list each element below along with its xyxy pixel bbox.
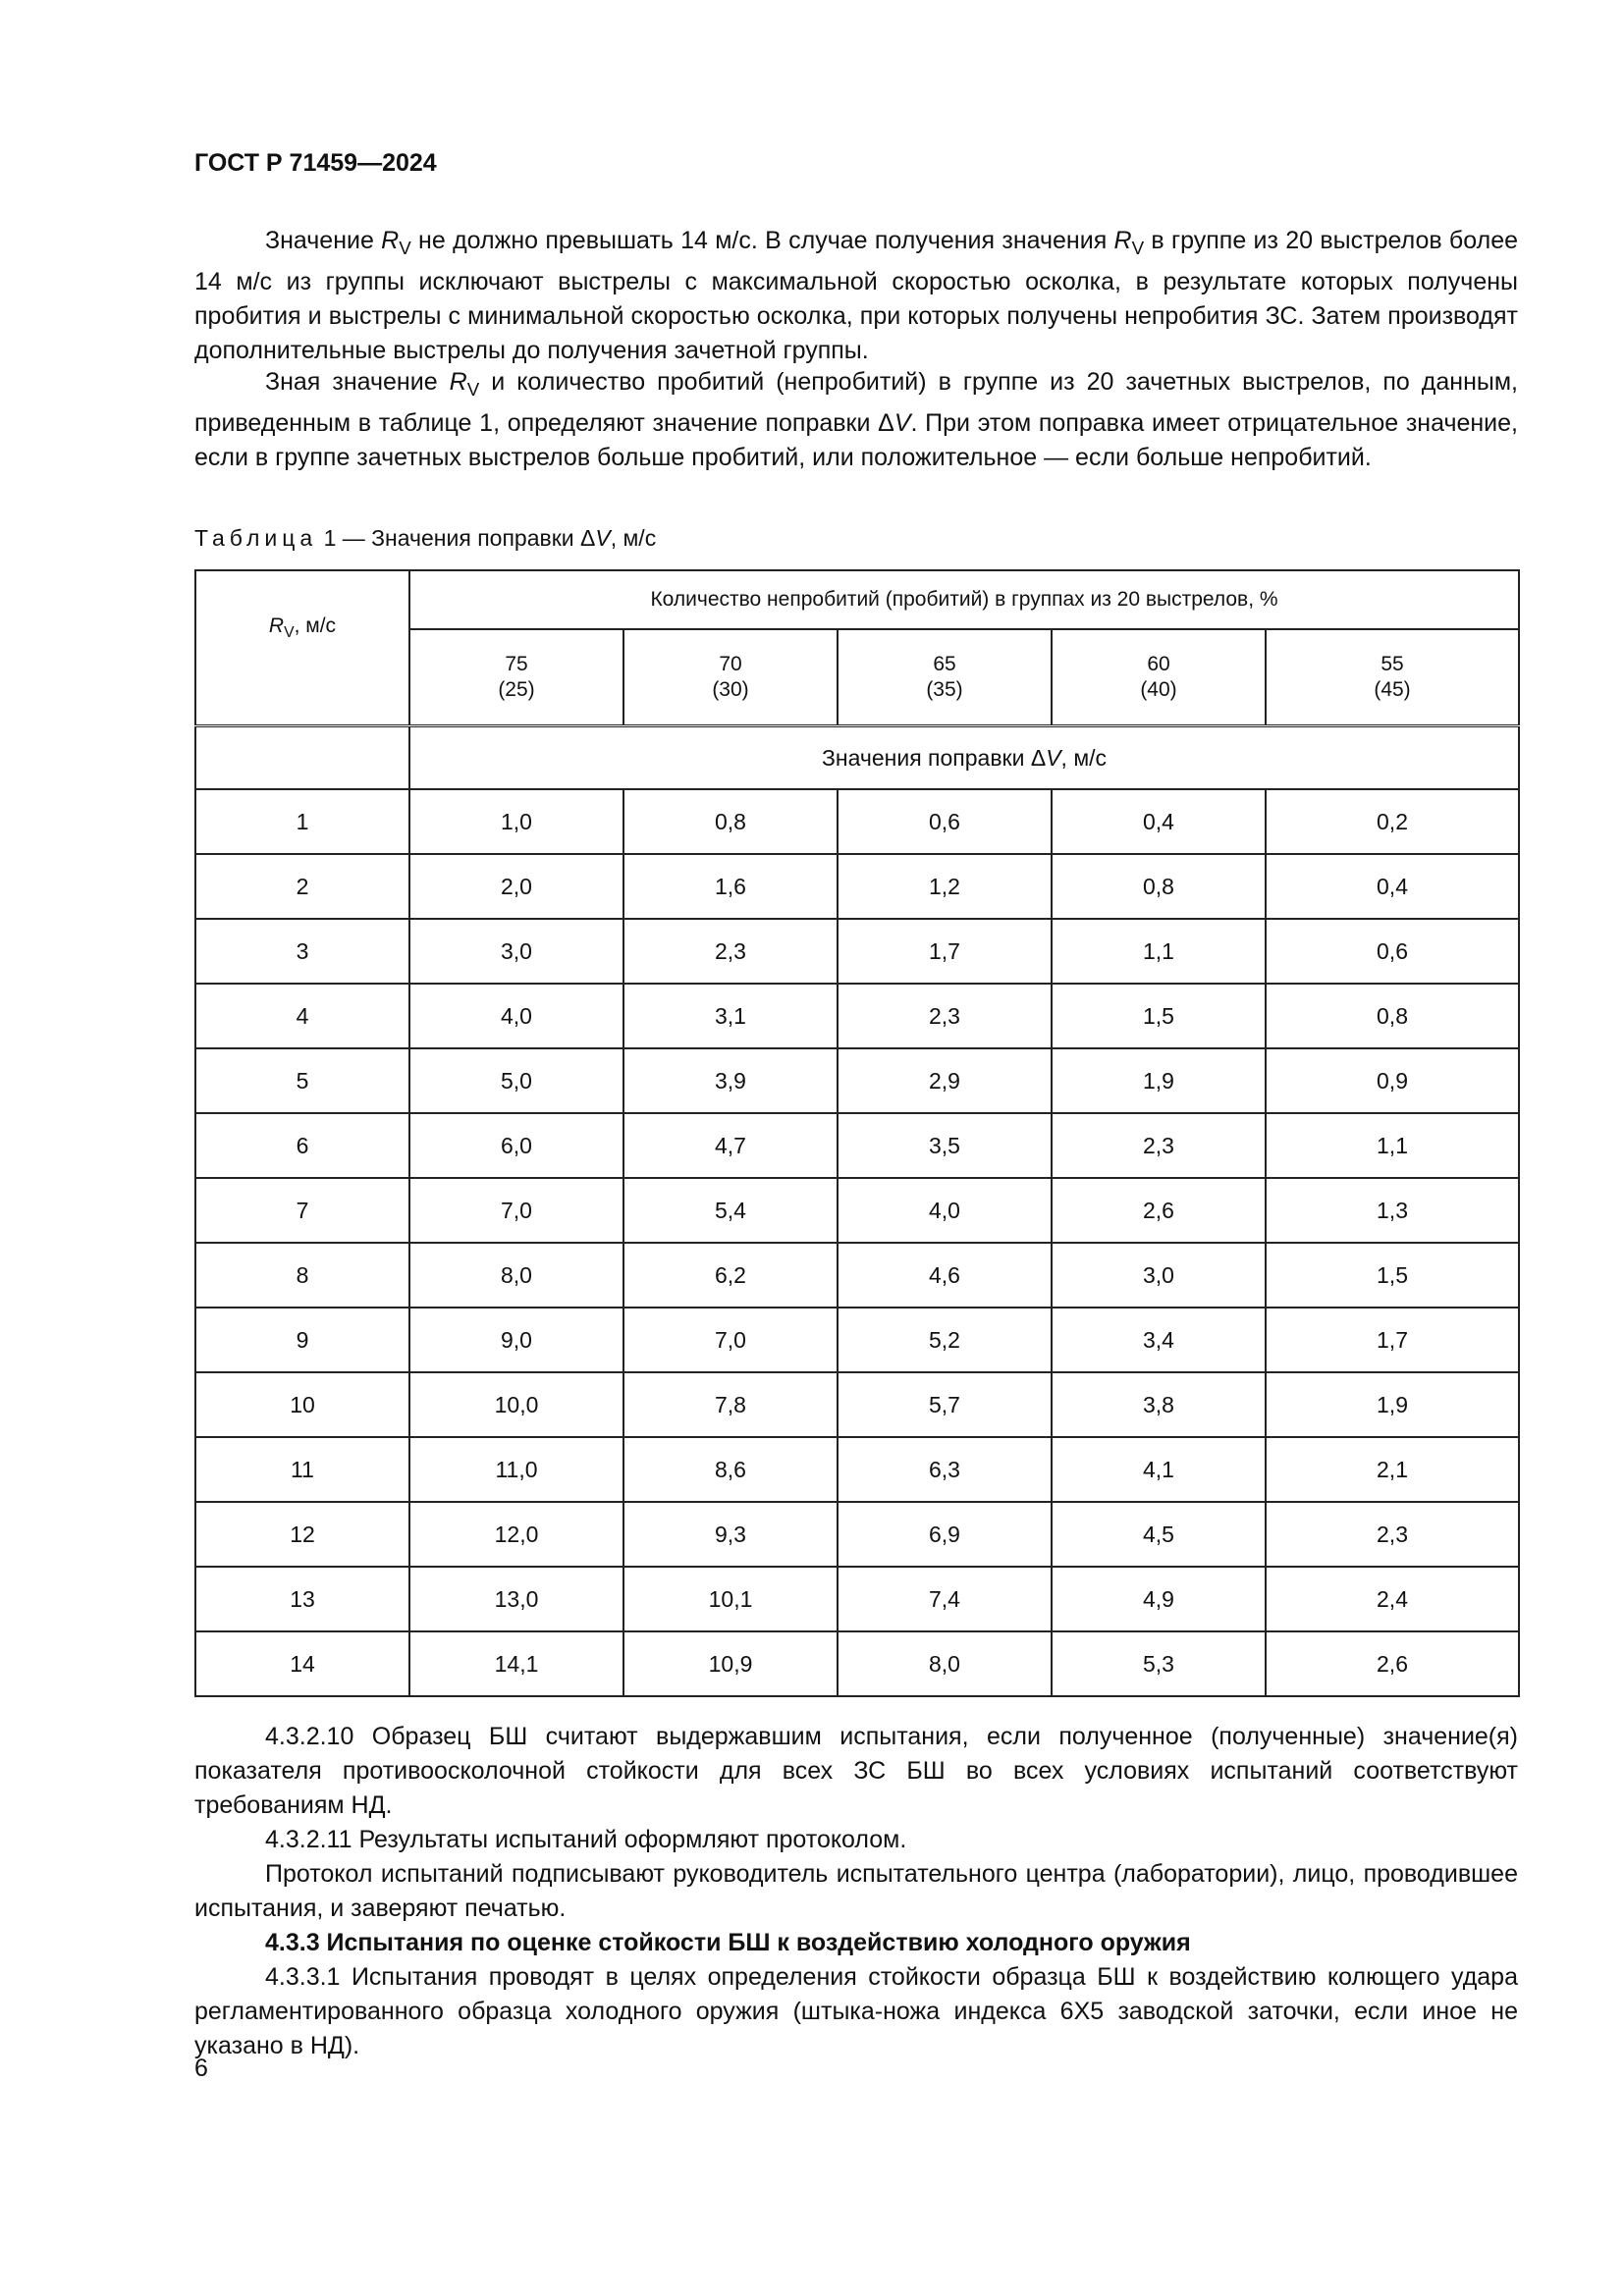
rv-value-cell: 13 — [195, 1567, 409, 1631]
correction-cell: 6,9 — [838, 1502, 1052, 1567]
correction-cell: 10,0 — [409, 1372, 623, 1437]
section-heading-4-3-3: 4.3.3 Испытания по оценке стойкости БШ к воздействию холодного оружия — [265, 1929, 1191, 1956]
correction-cell: 4,7 — [623, 1113, 838, 1178]
paragraph-4-3-3-1: 4.3.3.1 Испытания проводят в целях определения стойкости образца БШ к воздействию колющего удара регламентированного образца холодного оружия (штыка-ножа индекса 6Х5 заводской заточки, если иное не указано в НД). — [194, 1963, 1518, 2059]
correction-cell: 6,2 — [623, 1243, 838, 1308]
correction-cell: 9,3 — [623, 1502, 838, 1567]
rv-header: $R_V$, м/с — [195, 570, 409, 726]
correction-cell: 0,6 — [1266, 919, 1519, 984]
correction-table — [194, 569, 1520, 1697]
correction-cell: 3,4 — [1052, 1308, 1266, 1372]
correction-cell: 0,8 — [1266, 984, 1519, 1048]
correction-cell: 0,8 — [1052, 854, 1266, 919]
table-row — [195, 1113, 1519, 1178]
correction-cell: 1,7 — [838, 919, 1052, 984]
correction-cell: 7,4 — [838, 1567, 1052, 1631]
table-row — [195, 1437, 1519, 1502]
rv-value-cell: 8 — [195, 1243, 409, 1308]
correction-cell: 2,4 — [1266, 1567, 1519, 1631]
paragraph-2: Зная значение $R_V$ и количество пробитий (непробитий) в группе из 20 зачетных выстрелов, по данным, приведенным в таблице 1, определяют значение поправки ΔV. При этом поправка имеет отрицательное значение, если в группе зачетных выстрелов больше пробитий, или положительное — если больше непробитий. — [194, 368, 1518, 471]
correction-cell: 1,3 — [1266, 1178, 1519, 1243]
group-header: Количество непробитий (пробитий) в группах из 20 выстрелов, % — [409, 570, 1519, 629]
correction-cell: 1,1 — [1052, 919, 1266, 984]
rv-value-cell: 1 — [195, 789, 409, 854]
correction-cell: 1,7 — [1266, 1308, 1519, 1372]
correction-cell: 3,9 — [623, 1048, 838, 1113]
rv-value-cell: 14 — [195, 1631, 409, 1696]
lower-text — [194, 1720, 1518, 2063]
page-number: 6 — [194, 2055, 208, 2082]
correction-cell: 7,8 — [623, 1372, 838, 1437]
table-row — [195, 1372, 1519, 1437]
correction-cell: 1,5 — [1266, 1243, 1519, 1308]
correction-cell: 1,0 — [409, 789, 623, 854]
rv-value-cell: 6 — [195, 1113, 409, 1178]
correction-cell: 3,1 — [623, 984, 838, 1048]
table-row — [195, 984, 1519, 1048]
table-row — [195, 854, 1519, 919]
rv-value-cell: 5 — [195, 1048, 409, 1113]
rv-value-cell: 11 — [195, 1437, 409, 1502]
rv-value-cell: 9 — [195, 1308, 409, 1372]
rv-value-cell: 12 — [195, 1502, 409, 1567]
correction-cell: 3,8 — [1052, 1372, 1266, 1437]
correction-cell: 2,3 — [623, 919, 838, 984]
correction-cell: 11,0 — [409, 1437, 623, 1502]
paragraph-protocol: Протокол испытаний подписывают руководитель испытательного центра (лаборатории), лицо, проводившее испытания, и заверяют печатью. — [194, 1860, 1518, 1922]
correction-cell: 4,9 — [1052, 1567, 1266, 1631]
correction-cell: 4,1 — [1052, 1437, 1266, 1502]
correction-cell: 1,2 — [838, 854, 1052, 919]
correction-cell: 10,9 — [623, 1631, 838, 1696]
correction-cell: 1,9 — [1052, 1048, 1266, 1113]
correction-cell: 4,0 — [838, 1178, 1052, 1243]
correction-cell: 12,0 — [409, 1502, 623, 1567]
column-header: 55 (45) — [1266, 629, 1519, 726]
values-header: Значения поправки ΔV, м/с — [409, 726, 1519, 790]
correction-cell: 1,1 — [1266, 1113, 1519, 1178]
table-row — [195, 1048, 1519, 1113]
correction-cell: 5,2 — [838, 1308, 1052, 1372]
correction-cell: 5,0 — [409, 1048, 623, 1113]
correction-cell: 5,7 — [838, 1372, 1052, 1437]
table-row — [195, 1243, 1519, 1308]
correction-cell: 14,1 — [409, 1631, 623, 1696]
correction-cell: 8,0 — [409, 1243, 623, 1308]
correction-cell: 3,0 — [409, 919, 623, 984]
correction-cell: 3,0 — [1052, 1243, 1266, 1308]
table-row — [195, 1308, 1519, 1372]
correction-cell: 2,9 — [838, 1048, 1052, 1113]
paragraph-1: Значение $R_V$ не должно превышать 14 м/с. В случае получения значения $R_V$ в группе из 20 выстрелов более 14 м/с из группы исключают выстрелы с максимальной скоростью осколка, в результате которых получены пробития и выстрелы с минимальной скоростью осколка, при которых получены непробития ЗС. Затем производят дополнительные выстрелы до получения зачетной группы. — [194, 227, 1519, 364]
table-row — [195, 1567, 1519, 1631]
correction-cell: 8,0 — [838, 1631, 1052, 1696]
correction-cell: 5,3 — [1052, 1631, 1266, 1696]
correction-cell: 0,8 — [623, 789, 838, 854]
correction-cell: 2,3 — [1052, 1113, 1266, 1178]
correction-cell: 7,0 — [623, 1308, 838, 1372]
correction-cell: 1,9 — [1266, 1372, 1519, 1437]
document-code: ГОСТ Р 71459—2024 — [194, 149, 437, 177]
rv-value-cell: 7 — [195, 1178, 409, 1243]
correction-cell: 8,6 — [623, 1437, 838, 1502]
table-row — [195, 1631, 1519, 1696]
correction-cell: 6,0 — [409, 1113, 623, 1178]
rv-value-cell: 2 — [195, 854, 409, 919]
correction-cell: 1,6 — [623, 854, 838, 919]
correction-cell: 1,5 — [1052, 984, 1266, 1048]
rv-value-cell: 10 — [195, 1372, 409, 1437]
rv-value-cell: 3 — [195, 919, 409, 984]
correction-cell: 0,4 — [1266, 854, 1519, 919]
correction-cell: 0,9 — [1266, 1048, 1519, 1113]
table-row — [195, 919, 1519, 984]
correction-cell: 2,1 — [1266, 1437, 1519, 1502]
correction-cell: 4,6 — [838, 1243, 1052, 1308]
correction-cell: 2,3 — [838, 984, 1052, 1048]
correction-cell: 0,2 — [1266, 789, 1519, 854]
correction-cell: 2,3 — [1266, 1502, 1519, 1567]
correction-cell: 0,4 — [1052, 789, 1266, 854]
correction-cell: 2,6 — [1052, 1178, 1266, 1243]
table-row — [195, 1178, 1519, 1243]
correction-cell: 13,0 — [409, 1567, 623, 1631]
correction-cell: 7,0 — [409, 1178, 623, 1243]
correction-cell: 4,5 — [1052, 1502, 1266, 1567]
rv-value-cell: 4 — [195, 984, 409, 1048]
column-header: 65 (35) — [838, 629, 1052, 726]
table-row — [195, 1502, 1519, 1567]
paragraph-4-3-2-10: 4.3.2.10 Образец БШ считают выдержавшим испытания, если полученное (полученные) значение(я) показателя противоосколочной стойкости для всех ЗС БШ во всех условиях испытаний соответствуют требованиям НД. — [194, 1723, 1518, 1819]
correction-cell: 5,4 — [623, 1178, 838, 1243]
table-caption: Таблица 1 — Значения поправки ΔV, м/с — [194, 525, 657, 551]
column-header: 60 (40) — [1052, 629, 1266, 726]
correction-cell: 4,0 — [409, 984, 623, 1048]
correction-cell: 3,5 — [838, 1113, 1052, 1178]
column-header: 70 (30) — [623, 629, 838, 726]
empty-cell — [195, 726, 409, 790]
correction-cell: 0,6 — [838, 789, 1052, 854]
correction-cell: 2,0 — [409, 854, 623, 919]
table-row — [195, 789, 1519, 854]
column-header: 75 (25) — [409, 629, 623, 726]
correction-cell: 10,1 — [623, 1567, 838, 1631]
paragraph-4-3-2-11: 4.3.2.11 Результаты испытаний оформляют протоколом. — [265, 1826, 907, 1853]
correction-cell: 6,3 — [838, 1437, 1052, 1502]
correction-cell: 2,6 — [1266, 1631, 1519, 1696]
correction-cell: 9,0 — [409, 1308, 623, 1372]
